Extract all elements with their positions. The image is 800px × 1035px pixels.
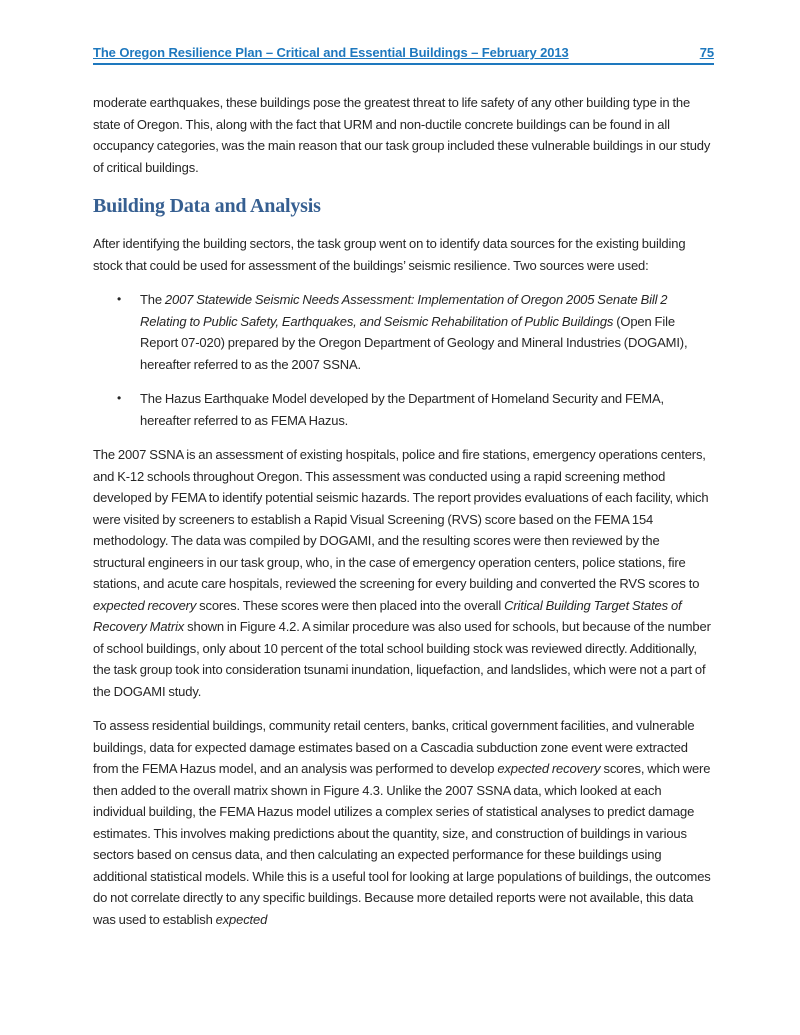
running-header xyxy=(93,45,714,65)
text-run: After identifying the building sectors, the task group went on to identify data sources for the existing building stock that could be used for assessment of the buildings’ seismic resilience. Two sources were used: xyxy=(93,236,686,273)
page-number: 75 xyxy=(699,45,714,60)
italic-text-run: expected xyxy=(215,911,268,927)
text-run: moderate earthquakes, these buildings pose the greatest threat to life safety of any other building type in the state of Oregon. This, along with the fact that URM and non-ductile concrete buildings can be found in all occupancy categories, was the main reason that our task group included these vulnerable buildings in our study of critical buildings. xyxy=(93,95,711,175)
text-run: The Hazus Earthquake Model developed by the Department of Homeland Security and FEMA, hereafter referred to as FEMA Hazus. xyxy=(140,391,664,428)
italic-text-run: Critical Building Target States of Recovery Matrix xyxy=(93,597,682,634)
bullet-icon: • xyxy=(117,391,122,405)
list-item xyxy=(93,388,714,431)
list-item-text xyxy=(140,391,664,428)
list-item xyxy=(93,289,714,375)
italic-text-run: expected recovery xyxy=(497,761,601,776)
page-body xyxy=(93,65,714,930)
italic-text-run: 2007 Statewide Seismic Needs Assessment: Implementation of Oregon 2005 Senate Bill 2 Relating to Public Safety, Earthquakes, and Seismic Rehabilitation of Public Buildings xyxy=(140,292,668,329)
text-run: The 2007 SSNA is an assessment of existing hospitals, police and fire stations, emergency operations centers, and K-12 schools throughout Oregon. This assessment was conducted using a rapid screening method developed by FEMA to identify potential seismic hazards. The report provides evaluations of each facility, which were visited by screeners to establish a Rapid Visual Screening (RVS) score based on the FEMA 154 methodology. The data was compiled by DOGAMI, and the resulting scores were then reviewed by the structural engineers in our task group, who, in the case of emergency operation centers, police stations, fire stations, and acute care hospitals, reviewed the screening for every building and converted the RVS scores to xyxy=(93,447,709,591)
text-run: shown in Figure 4.2. A similar procedure was also used for schools, but because of the number of school buildings, only about 10 percent of the total school building stock was reviewed directly. Additionally, the task group took into consideration tsunami inundation, liquefaction, and landslides, which were not a part of the DOGAMI study. xyxy=(93,619,711,699)
text-run: scores. These scores were then placed into the overall xyxy=(196,597,505,613)
header-title: The Oregon Resilience Plan – Critical and Essential Buildings – February 2013 xyxy=(93,45,569,60)
italic-text-run: expected recovery xyxy=(93,597,197,613)
bullet-list xyxy=(93,289,714,431)
paragraph-intro xyxy=(93,92,714,178)
section-heading: Building Data and Analysis xyxy=(93,195,321,217)
paragraph-sources-intro xyxy=(93,233,714,276)
paragraph-hazus-description xyxy=(93,715,714,930)
bullet-icon: • xyxy=(117,292,122,306)
paragraph-ssna-description xyxy=(93,444,714,702)
text-run: The xyxy=(140,292,165,307)
text-run: (Open File Report 07-020) prepared by the Oregon Department of Geology and Mineral Industries (DOGAMI), hereafter referred to as the 2007 SSNA. xyxy=(140,313,688,372)
text-run: scores, which were then added to the overall matrix shown in Figure 4.3. Unlike the 2007 SSNA data, which looked at each individual building, the FEMA Hazus model utilizes a complex series of statistical analyses to predict damage estimates. This involves making predictions about the quantity, size, and construction of buildings in various sectors based on census data, and then calculating an expected performance for these buildings using additional statistical models. While this is a useful tool for looking at large populations of buildings, the outcomes do not correlate directly to any specific buildings. Because more detailed reports were not available, this data was used to establish xyxy=(93,761,711,927)
text-run: To assess residential buildings, community retail centers, banks, critical government facilities, and vulnerable buildings, data for expected damage estimates based on a Cascadia subduction zone event were extracted from the FEMA Hazus model, and an analysis was performed to develop xyxy=(93,718,695,776)
list-item-text xyxy=(140,292,687,372)
